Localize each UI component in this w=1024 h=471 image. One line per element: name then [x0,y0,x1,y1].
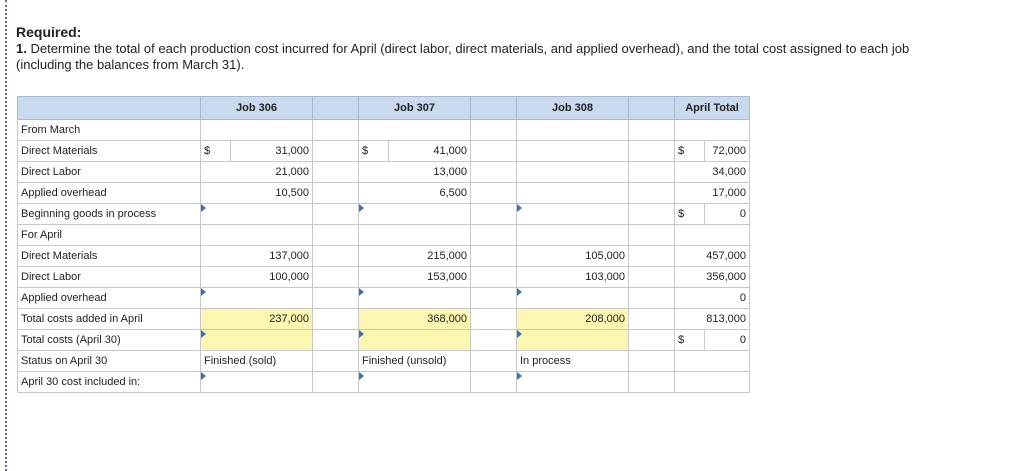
added-308: 208,000 [517,309,629,330]
added-307: 368,000 [359,309,471,330]
currency-beginning-total: $ [675,204,705,225]
header-april-total: April Total [675,97,750,120]
march-dm-306: 31,000 [231,141,313,162]
label-april-dm: Direct Materials [18,246,201,267]
row-april-oh [18,288,750,309]
row-included-in [18,372,750,393]
label-status: Status on April 30 [18,351,201,372]
april-dm-total: 457,000 [675,246,750,267]
label-beginning: Beginning goods in process [18,204,201,225]
label-included: April 30 cost included in: [18,372,201,393]
currency-306: $ [201,141,231,162]
row-march-dm [18,141,750,162]
beginning-306-input[interactable] [201,204,313,225]
required-instruction [16,41,916,73]
required-text: Determine the total of each production cost incurred for April (direct labor, direct materials, and applied overhead), and the total cost assigned to each job (including the balances from March 31). [16,41,910,72]
april-dl-307: 153,000 [359,267,471,288]
april-oh-306-input[interactable] [201,288,313,309]
march-dl-306: 21,000 [201,162,313,183]
required-heading: Required: [16,24,82,40]
total-costs-308-input[interactable] [517,330,629,351]
april-oh-308-input[interactable] [517,288,629,309]
left-dotted-border [5,0,7,471]
march-oh-306: 10,500 [201,183,313,204]
beginning-307-input[interactable] [359,204,471,225]
row-beginning-gip [18,204,750,225]
required-number: 1. [16,41,27,56]
april-oh-307-input[interactable] [359,288,471,309]
row-total-costs [18,330,750,351]
added-306: 237,000 [201,309,313,330]
row-april-dm [18,246,750,267]
row-total-added [18,309,750,330]
header-job-306: Job 306 [201,97,313,120]
april-oh-total: 0 [675,288,750,309]
header-row [18,97,750,120]
total-costs-306-input[interactable] [201,330,313,351]
total-costs-total: 0 [705,330,750,351]
april-dm-307: 215,000 [359,246,471,267]
header-blank [18,97,201,120]
currency-total: $ [675,141,705,162]
included-306-select[interactable] [201,372,313,393]
label-for-april: For April [18,225,201,246]
added-total: 813,000 [675,309,750,330]
march-oh-307: 6,500 [359,183,471,204]
row-march-oh [18,183,750,204]
march-oh-total: 17,000 [675,183,750,204]
total-costs-307-input[interactable] [359,330,471,351]
row-status [18,351,750,372]
status-308: In process [517,351,629,372]
row-march-dl [18,162,750,183]
label-total-added: Total costs added in April [18,309,201,330]
label-total-costs: Total costs (April 30) [18,330,201,351]
currency-307: $ [359,141,389,162]
march-dl-307: 13,000 [359,162,471,183]
header-job-307: Job 307 [359,97,471,120]
label-april-dl: Direct Labor [18,267,201,288]
march-dm-total: 72,000 [705,141,750,162]
included-307-select[interactable] [359,372,471,393]
april-dl-308: 103,000 [517,267,629,288]
april-dl-306: 100,000 [201,267,313,288]
label-march-dl: Direct Labor [18,162,201,183]
status-307: Finished (unsold) [359,351,471,372]
included-308-select[interactable] [517,372,629,393]
header-job-308: Job 308 [517,97,629,120]
row-april-dl [18,267,750,288]
label-from-march: From March [18,120,201,141]
job-cost-table [17,96,750,393]
row-from-march [18,120,750,141]
label-march-dm: Direct Materials [18,141,201,162]
april-dm-308: 105,000 [517,246,629,267]
april-dm-306: 137,000 [201,246,313,267]
march-dm-307: 41,000 [389,141,471,162]
label-april-oh: Applied overhead [18,288,201,309]
status-306: Finished (sold) [201,351,313,372]
currency-total-costs: $ [675,330,705,351]
march-dl-total: 34,000 [675,162,750,183]
row-for-april [18,225,750,246]
label-march-oh: Applied overhead [18,183,201,204]
beginning-total: 0 [705,204,750,225]
april-dl-total: 356,000 [675,267,750,288]
beginning-308-input[interactable] [517,204,629,225]
